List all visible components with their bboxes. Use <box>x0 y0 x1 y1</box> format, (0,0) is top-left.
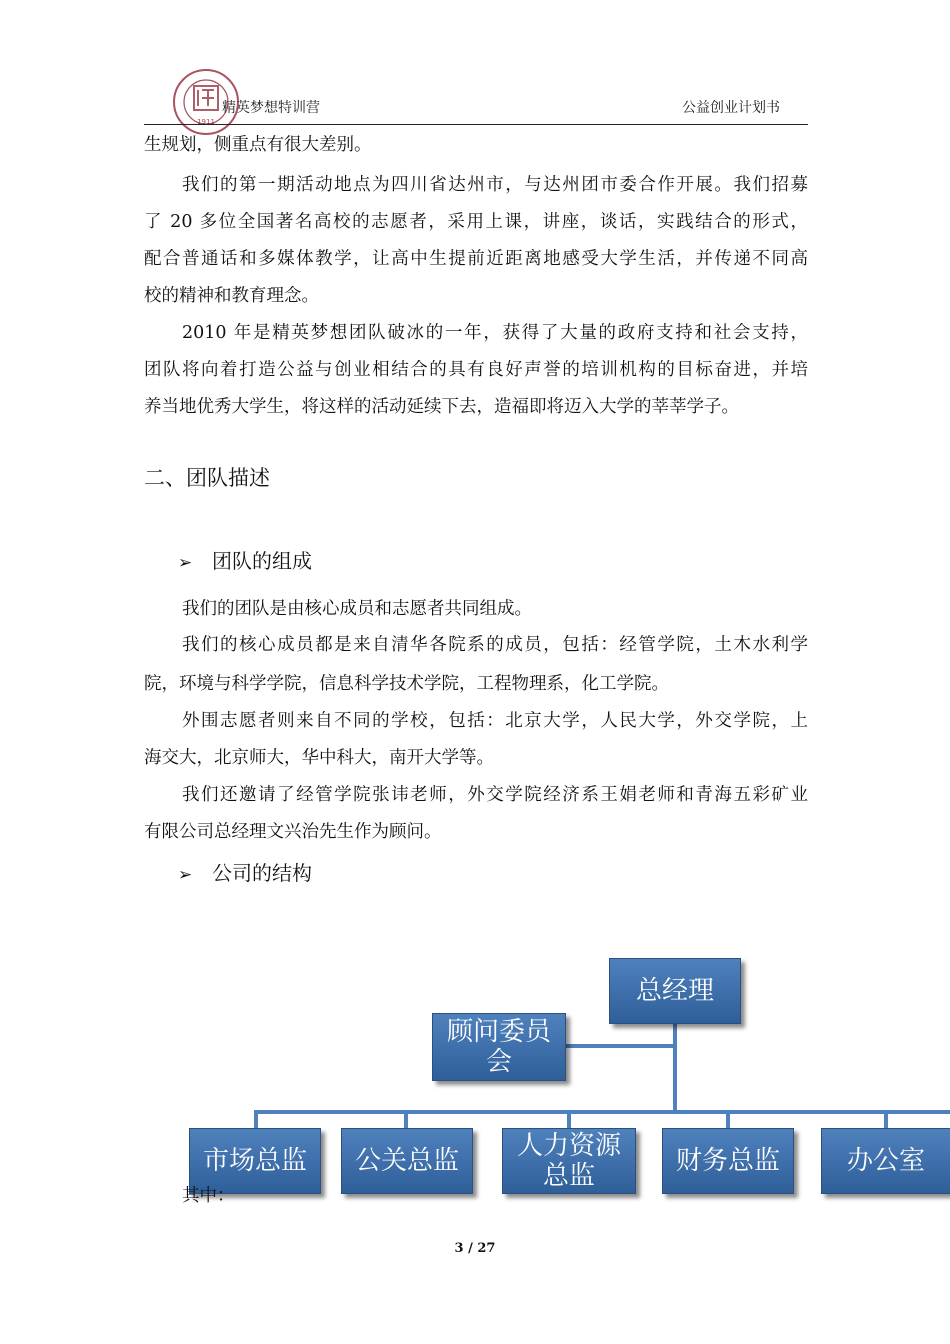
org-box-pr-director <box>341 1128 473 1194</box>
team-line: 我们还邀请了经管学院张讳老师，外交学院经济系王娟老师和青海五彩矿业 <box>182 785 808 805</box>
connector-drop <box>404 1110 408 1128</box>
connector-drop <box>884 1110 888 1128</box>
team-line: 有限公司总经理文兴治先生作为顾问。 <box>144 822 442 842</box>
team-line: 外围志愿者则来自不同的学校，包括：北京大学，人民大学，外交学院，上 <box>182 711 808 731</box>
page-number: 3 / 27 <box>454 1241 496 1256</box>
org-box-label: 总监 <box>542 1161 595 1191</box>
paragraph-line: 团队将向着打造公益与创业相结合的具有良好声誉的培训机构的目标奋进，并培 <box>144 360 808 380</box>
connector-drop <box>254 1110 258 1128</box>
connector-advisor <box>564 1044 676 1048</box>
org-box-finance-director <box>662 1128 794 1194</box>
trailing-text: 其中： <box>182 1186 235 1206</box>
org-box-label: 办公室 <box>846 1146 925 1176</box>
paragraph-line: 校的精神和教育理念。 <box>144 286 319 306</box>
arrow-bullet-icon: ➢ <box>178 865 193 885</box>
subsection-title: 团队的组成 <box>212 549 312 573</box>
paragraph-line: 配合普通话和多媒体教学，让高中生提前近距离地感受大学生活，并传递不同高 <box>144 249 808 269</box>
org-box-general-manager <box>609 958 741 1024</box>
org-box-label: 顾问委员 <box>446 1017 551 1047</box>
org-box-label: 人力资源 <box>516 1131 621 1161</box>
org-box-advisory-committee <box>432 1013 566 1081</box>
team-line: 我们的核心成员都是来自清华各院系的成员，包括：经管学院，土木水利学 <box>182 635 808 655</box>
connector-vertical-main <box>673 1022 677 1112</box>
subsection-team-composition <box>178 545 312 574</box>
team-line: 院，环境与科学学院，信息科学技术学院，工程物理系，化工学院。 <box>144 674 669 694</box>
org-box-label: 会 <box>485 1047 512 1077</box>
paragraph-line: 了 20 多位全国著名高校的志愿者，采用上课，讲座，谈话，实践结合的形式， <box>144 212 808 232</box>
subsection-company-structure <box>178 857 312 886</box>
paragraph-line: 2010 年是精英梦想团队破冰的一年，获得了大量的政府支持和社会支持， <box>182 323 808 343</box>
header-title-left: 精英梦想特训营 <box>222 100 320 116</box>
subsection-title: 公司的结构 <box>212 861 312 885</box>
header-rule <box>144 124 808 125</box>
org-box-office <box>821 1128 950 1194</box>
arrow-bullet-icon: ➢ <box>178 553 193 573</box>
paragraph-line: 我们的第一期活动地点为四川省达州市，与达州团市委合作开展。我们招募 <box>182 175 808 195</box>
connector-drop <box>726 1110 730 1128</box>
team-line: 海交大，北京师大，华中科大，南开大学等。 <box>144 748 494 768</box>
org-box-label: 财务总监 <box>675 1146 780 1176</box>
paragraph-line: 生规划，侧重点有很大差别。 <box>144 135 372 155</box>
team-line: 我们的团队是由核心成员和志愿者共同组成。 <box>182 599 532 619</box>
svg-text:1911: 1911 <box>197 118 215 126</box>
header-title-right: 公益创业计划书 <box>682 100 780 116</box>
org-box-label: 市场总监 <box>202 1146 307 1176</box>
section-title: 二、团队描述 <box>144 466 270 490</box>
org-box-hr-director <box>502 1128 636 1194</box>
connector-drop <box>567 1110 571 1128</box>
org-box-label: 公关总监 <box>354 1146 459 1176</box>
connector-horizontal-bus <box>254 1110 950 1114</box>
paragraph-line: 养当地优秀大学生，将这样的活动延续下去，造福即将迈入大学的莘莘学子。 <box>144 397 739 417</box>
org-box-label: 总经理 <box>635 976 714 1006</box>
